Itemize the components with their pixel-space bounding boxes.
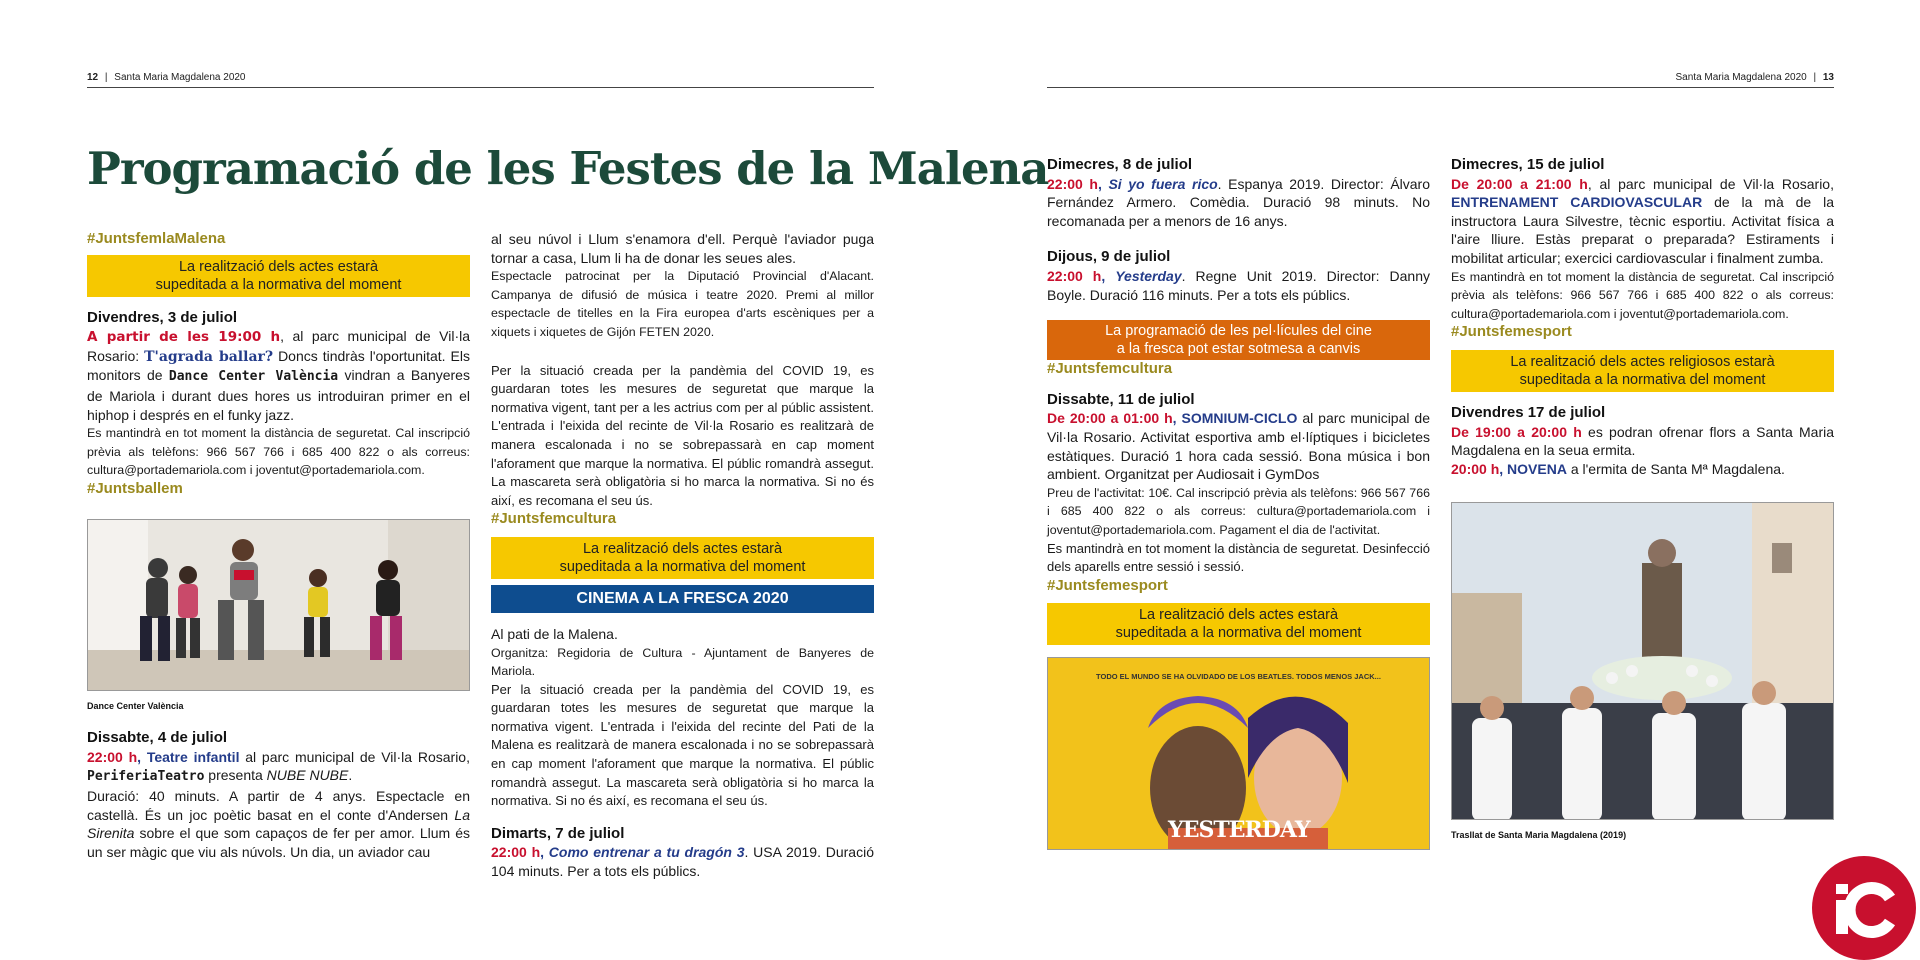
hashtag[interactable]: #Juntsfemesport <box>1451 323 1572 341</box>
story-title: La Sirenita <box>87 806 470 842</box>
paragraph: al seu núvol i Llum s'enamora d'ell. Perquè l'aviador puga tornar a casa, Llum li ha de donar les seues ales. <box>491 231 874 266</box>
hashtag[interactable]: #Juntsfemcultura <box>1047 360 1173 378</box>
event-name: ENTRENAMENT CARDIOVASCULAR <box>1451 194 1703 211</box>
notice-line: La programació de les pel·lícules del cine <box>1105 323 1372 340</box>
event-time: De 20:00 a 21:00 h <box>1451 175 1588 192</box>
sponsor-note: Espectacle patrocinat per la Diputació Provincial d'Alacant. Campanya de difusió de música i teatre 2020. Premi al millor espectacle de titelles en la Fira europea d'arts escèniques per a xiquets i xiquetes de Gijón FETEN 2020. <box>491 269 874 339</box>
yesterday-poster <box>1047 657 1430 850</box>
event-description <box>1047 175 1430 231</box>
header-separator: | <box>1813 72 1817 83</box>
event-text: al parc municipal de Vil·la Rosario. Activitat esportiva amb el·líptiques i bicicletes estàtiques. Duració 1 hora cada sessió. Bona música i bon ambient. Organitzat per Audiosait i GymDos <box>1047 410 1431 483</box>
day-heading: Dissabte, 4 de juliol <box>87 729 228 747</box>
event-time: De 20:00 a 01:00 h <box>1047 410 1173 427</box>
notice-line: La realització dels actes estarà <box>178 258 379 275</box>
cinema-banner: CINEMA A LA FRESCA 2020 <box>491 585 874 613</box>
column-3 <box>1047 156 1430 850</box>
notice-line: a la fresca pot estar sotmesa a canvis <box>1116 341 1361 358</box>
event-text: , al parc municipal de Vil·la Rosario, <box>1587 175 1834 192</box>
event-text: . Regne Unit 2019. Director: Danny Boyle. Duració 116 minuts. Per a tots els públics. <box>1047 267 1430 303</box>
column-2 <box>491 230 874 881</box>
event-description <box>87 787 470 861</box>
organizer-name: Dance Center València <box>168 369 339 385</box>
event-description <box>1047 409 1430 483</box>
hashtag[interactable]: #Juntsfemesport <box>1047 576 1168 594</box>
venue: Al pati de la Malena. <box>491 625 618 642</box>
event-time: 22:00 h <box>1047 175 1098 192</box>
notice-line: La realització dels actes estarà <box>582 540 783 557</box>
event-description <box>1451 423 1834 460</box>
event-description <box>1451 175 1834 268</box>
day-heading: Dijous, 9 de juliol <box>1047 248 1171 266</box>
event-text: Doncs tindràs l'oportunitat. Els monitors de <box>87 347 470 384</box>
event-text: Duració: 40 minuts. A partir de 4 anys. Espectacle en castellà. És un joc poètic basat en el conte d'Andersen <box>87 787 470 823</box>
notice-box <box>87 255 470 297</box>
event-text: . USA 2019. Duració 104 minuts. Per a tots els públics. <box>491 844 874 880</box>
event-text: sobre el que som capaços de fer per amor. Llum és un ser màgic que viu als núvols. Un dia, un aviador cau <box>87 825 470 860</box>
notice-line: supeditada a la normativa del moment <box>1115 625 1362 642</box>
dance-photo-image <box>88 520 470 691</box>
poster-tagline: TODO EL MUNDO SE HA OLVIDADO DE LOS BEATLES. TODOS MENOS JACK... <box>1096 672 1381 682</box>
paragraph: Per la situació creada per la pandèmia del COVID 19, es guardaran totes les mesures de seguretat que marque la normativa vigent. L'entrada i l'eixida del recinte del Pati de la Malena es realitzarà de manera escalonada i no se sobrepassarà en cap moment l'aforament que marque la normativa. El públic romandrà assegut. La mascareta serà obligatòria si ho marca la normativa. Si no és així, es recomana el seu ús. <box>491 681 874 809</box>
page-title: Programació de les Festes de la Malena <box>87 142 1049 195</box>
event-text: de la mà de la instructora Laura Silvestre, tècnic esportiu. Activitat física a l'aire lliure. Estàs preparat o preparada? Estiraments i mobilitat articular; exercici cardiovascular i finalment zumba. <box>1451 194 1834 266</box>
cinema-notice-box <box>1047 320 1430 360</box>
procession-photo-image <box>1452 503 1834 820</box>
event-time: De 19:00 a 20:00 h <box>1451 423 1582 440</box>
running-title: Santa Maria Magdalena 2020 <box>1675 72 1807 83</box>
event-text: presenta <box>204 767 267 784</box>
notice-box <box>1451 350 1834 392</box>
event-note: Es mantindrà en tot moment la distància de seguretat. Cal inscripció prèvia als telèfons: 966 567 766 i 685 400 822 o als correus: cultura@portademariola.com i joventut@portademariola.com. <box>1451 269 1834 321</box>
event-name: SOMNIUM-CICLO <box>1181 410 1298 427</box>
day-heading: Divendres 17 de juliol <box>1451 403 1606 421</box>
photo-caption: Dance Center València <box>87 700 184 711</box>
event-text: es podran ofrenar flors a Santa Maria Magdalena en la seua ermita. <box>1451 423 1835 459</box>
header-separator: | <box>104 72 108 83</box>
film-title: Si yo fuera rico <box>1108 175 1218 192</box>
day-heading: Dimecres, 15 de juliol <box>1451 156 1605 173</box>
event-time: 22:00 h <box>491 844 541 861</box>
event-time: 20:00 h <box>1451 460 1500 477</box>
event-description <box>1451 460 1834 479</box>
event-time: 22:00 h <box>87 748 138 765</box>
hashtag[interactable]: #JuntsfemlaMalena <box>87 230 226 247</box>
event-text: . <box>348 767 353 784</box>
day-heading: Dissabte, 11 de juliol <box>1047 390 1195 408</box>
event-separator: , <box>540 844 549 861</box>
event-description <box>87 327 470 424</box>
ic-logo-glyph <box>1826 870 1902 946</box>
notice-line: supeditada a la normativa del moment <box>559 558 806 575</box>
film-title: Yesterday <box>1115 267 1182 284</box>
event-text: a l'ermita de Santa Mª Magdalena. <box>1566 460 1785 477</box>
procession-photo <box>1451 502 1834 820</box>
event-time: 22:00 h <box>1047 267 1102 284</box>
notice-line: La realització dels actes estarà <box>1138 607 1339 624</box>
notice-box <box>491 537 874 579</box>
event-separator: , <box>1101 267 1116 284</box>
event-separator: , <box>137 748 147 765</box>
notice-line: La realització dels actes religiosos estarà <box>1510 353 1775 370</box>
event-text: , al parc municipal de Vil·la Rosario: <box>87 328 471 364</box>
column-4 <box>1451 156 1834 845</box>
notice-box <box>1047 603 1430 645</box>
column-1 <box>87 230 470 861</box>
running-title: Santa Maria Magdalena 2020 <box>114 72 246 83</box>
notice-line: supeditada a la normativa del moment <box>155 276 402 293</box>
right-page <box>960 0 1920 960</box>
film-title: Como entrenar a tu dragón 3 <box>548 844 745 861</box>
hashtag[interactable]: #Juntsfemcultura <box>491 510 617 528</box>
paragraph: Per la situació creada per la pandèmia del COVID 19, es guardaran totes les mesures de seguretat que marque la normativa vigent, tant per a les actrius com per al públic assistent. L'entrada i l'eixida del recinte de Vil·la Rosario es realitzarà de manera escalonada i no se sobrepassarà en cap moment l'aforament que marque la normativa. El públic romandrà assegut. La mascareta serà obligatòria si ho marca la normativa. Si no és així, es recomana el seu ús. <box>491 362 874 508</box>
dance-photo <box>87 519 470 691</box>
page-number: 12 <box>87 72 99 83</box>
organizer-name: PeriferiaTeatro <box>87 769 205 785</box>
page-number: 13 <box>1822 72 1834 83</box>
event-text: vindran a Banyeres de Mariola i durant dues hores us introduiran primer en el hiphop i després en el funky jazz. <box>87 367 470 423</box>
event-description <box>1047 267 1430 304</box>
event-separator: , <box>1499 460 1508 477</box>
show-title: NUBE NUBE <box>266 767 349 784</box>
event-separator: , <box>1172 410 1182 427</box>
event-text: al parc municipal de Vil·la Rosario, <box>239 748 470 765</box>
page-header-left <box>87 72 874 88</box>
event-separator: , <box>1097 175 1109 192</box>
event-description <box>491 843 874 880</box>
day-heading: Divendres, 3 de juliol <box>87 308 238 326</box>
notice-line: supeditada a la normativa del moment <box>1519 371 1766 388</box>
event-time: A partir de les 19:00 h <box>87 329 281 346</box>
event-name: T'agrada ballar? <box>144 348 274 365</box>
event-name: Teatre infantil <box>146 748 240 765</box>
day-heading: Dimarts, 7 de juliol <box>491 824 625 842</box>
event-description <box>87 748 470 787</box>
hashtag[interactable]: #Juntsballem <box>87 479 183 497</box>
event-note: Es mantindrà en tot moment la distància de seguretat. Cal inscripció prèvia als telèfons: 966 567 766 i 685 400 822 o als correus: cultura@portademariola.com i joventut@portademariola.com. <box>87 426 470 478</box>
event-note: Es mantindrà en tot moment la distància de seguretat. Desinfecció dels aparells entre sessió i sessió. <box>1047 540 1430 575</box>
event-text: . Espanya 2019. Director: Álvaro Fernández Armero. Comèdia. Duració 98 minuts. No recomanada per a menors de 16 anys. <box>1047 175 1431 229</box>
ic-logo-icon <box>1812 856 1916 960</box>
event-name: NOVENA <box>1507 460 1567 477</box>
day-heading: Dimecres, 8 de juliol <box>1047 156 1193 173</box>
photo-caption: Trasllat de Santa Maria Magdalena (2019) <box>1451 830 1627 841</box>
organizer-note: Organitza: Regidoria de Cultura - Ajuntament de Banyeres de Mariola. <box>491 645 874 679</box>
poster-title: YESTERDAY <box>1168 817 1310 844</box>
event-note: Preu de l'activitat: 10€. Cal inscripció prèvia als telèfons: 966 567 766 i 685 400 822 o als correus: cultura@portademariola.com i joventut@portademariola.com. Pagament el dia de l'activitat. <box>1047 485 1430 537</box>
page-header-right <box>1047 72 1834 88</box>
